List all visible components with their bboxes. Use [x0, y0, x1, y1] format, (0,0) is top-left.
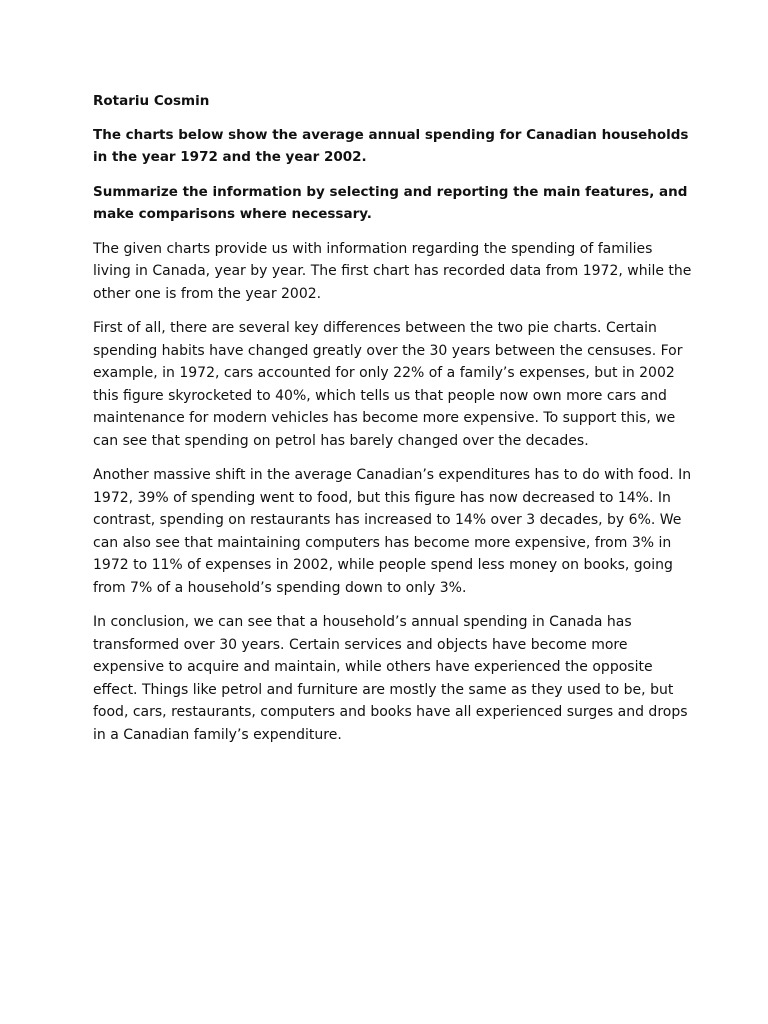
author-name: Rotariu Cosmin — [93, 93, 210, 109]
essay-paragraph-intro: The given charts provide us with information regarding the spending of families living in Canada, year by year. The first chart has recorded data from 1972, while the other one is from the year 2002. — [93, 240, 692, 302]
document-page — [93, 90, 693, 758]
essay-paragraph-food: Another massive shift in the average Canadian’s expenditures has to do with food. In 1972, 39% of spending went to food, but this figure has now decreased to 14%. In contrast, spending on restaurants has increased to 14% over 3 decades, by 6%. We can also see that maintaining computers has become more expensive, from 3% in 1972 to 11% of expenses in 2002, while people spend less money on books, going from 7% of a household’s spending down to only 3%. — [93, 467, 692, 596]
task-instruction: Summarize the information by selecting and reporting the main features, and make comparisons where necessary. — [93, 183, 688, 222]
essay-paragraph-conclusion: In conclusion, we can see that a household’s annual spending in Canada has transformed over 30 years. Certain services and objects have become more expensive to acquire and maintain, while others have experienced the opposite effect. Things like petrol and furniture are mostly the same as they used to be, but food, cars, restaurants, computers and books have all experienced surges and drops in a Canadian family’s expenditure. — [93, 614, 688, 743]
task-prompt: The charts below show the average annual spending for Canadian households in the year 1972 and the year 2002. — [93, 126, 689, 165]
essay-paragraph-differences: First of all, there are several key differences between the two pie charts. Certain spending habits have changed greatly over the 30 years between the censuses. For example, in 1972, cars accounted for only 22% of a family’s expenses, but in 2002 this figure skyrocketed to 40%, which tells us that people now own more cars and maintenance for modern vehicles has become more expensive. To support this, we can see that spending on petrol has barely changed over the decades. — [93, 320, 683, 449]
